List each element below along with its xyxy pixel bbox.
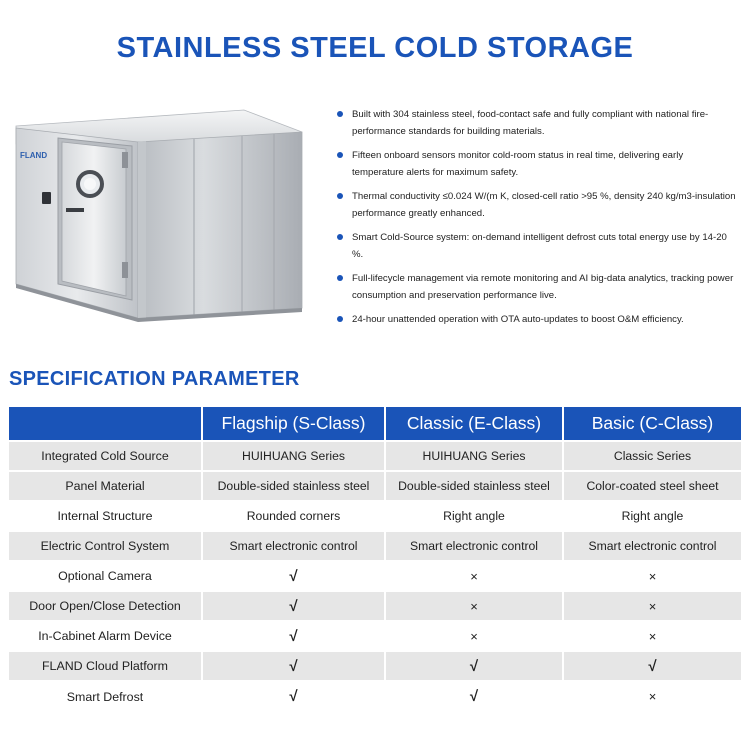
row-label: Optional Camera <box>9 561 202 591</box>
cross-icon: × <box>563 681 741 711</box>
check-icon: √ <box>202 561 385 591</box>
table-row <box>9 561 741 591</box>
bullet-icon <box>337 152 343 158</box>
cell-classic: Double-sided stainless steel <box>385 471 563 501</box>
check-icon: √ <box>202 621 385 651</box>
cell-classic: HUIHUANG Series <box>385 441 563 471</box>
feature-item: Fifteen onboard sensors monitor cold-room status in real time, delivering early temperature alerts for maximum safety. <box>336 147 736 181</box>
table-row <box>9 531 741 561</box>
feature-item: Full-lifecycle management via remote monitoring and AI big-data analytics, tracking power consumption and preservation performance live. <box>336 270 736 304</box>
bullet-icon <box>337 275 343 281</box>
table-row <box>9 621 741 651</box>
bullet-icon <box>337 111 343 117</box>
check-icon: √ <box>202 591 385 621</box>
header-blank <box>9 407 202 441</box>
row-label: Internal Structure <box>9 501 202 531</box>
cross-icon: × <box>563 621 741 651</box>
table-row <box>9 441 741 471</box>
header-classic: Classic (E-Class) <box>385 407 563 441</box>
cross-icon: × <box>563 561 741 591</box>
cold-storage-image <box>14 104 326 330</box>
check-icon: √ <box>202 681 385 711</box>
cell-basic: Classic Series <box>563 441 741 471</box>
check-icon: √ <box>385 681 563 711</box>
feature-item: Smart Cold-Source system: on-demand intelligent defrost cuts total energy use by 14-20 %. <box>336 229 736 263</box>
cell-basic: Right angle <box>563 501 741 531</box>
cell-flagship: Rounded corners <box>202 501 385 531</box>
cross-icon: × <box>563 591 741 621</box>
bullet-icon <box>337 193 343 199</box>
check-icon: √ <box>563 651 741 681</box>
page-title: STAINLESS STEEL COLD STORAGE <box>116 32 634 64</box>
row-label: Electric Control System <box>9 531 202 561</box>
bullet-icon <box>337 234 343 240</box>
feature-list <box>336 106 736 335</box>
cell-flagship: Double-sided stainless steel <box>202 471 385 501</box>
header-basic: Basic (C-Class) <box>563 407 741 441</box>
check-icon: √ <box>202 651 385 681</box>
spec-table <box>9 407 741 711</box>
cell-basic: Color-coated steel sheet <box>563 471 741 501</box>
cell-classic: Right angle <box>385 501 563 531</box>
table-row <box>9 591 741 621</box>
cross-icon: × <box>385 621 563 651</box>
cross-icon: × <box>385 561 563 591</box>
cell-flagship: Smart electronic control <box>202 531 385 561</box>
table-header-row <box>9 407 741 441</box>
row-label: Smart Defrost <box>9 681 202 711</box>
row-label: Integrated Cold Source <box>9 441 202 471</box>
cell-basic: Smart electronic control <box>563 531 741 561</box>
row-label: Door Open/Close Detection <box>9 591 202 621</box>
row-label: Panel Material <box>9 471 202 501</box>
table-row <box>9 681 741 711</box>
header-flagship: Flagship (S-Class) <box>202 407 385 441</box>
check-icon: √ <box>385 651 563 681</box>
table-row <box>9 471 741 501</box>
feature-item: Thermal conductivity ≤0.024 W/(m K, closed-cell ratio >95 %, density 240 kg/m3-insulation performance greatly enhanced. <box>336 188 736 222</box>
brand-logo: FLAND <box>20 151 48 160</box>
cell-classic: Smart electronic control <box>385 531 563 561</box>
spec-section-title: SPECIFICATION PARAMETER <box>9 368 300 390</box>
feature-item: Built with 304 stainless steel, food-contact safe and fully compliant with national fire-performance standards for building materials. <box>336 106 736 140</box>
table-row <box>9 501 741 531</box>
row-label: In-Cabinet Alarm Device <box>9 621 202 651</box>
row-label: FLAND Cloud Platform <box>9 651 202 681</box>
table-row <box>9 651 741 681</box>
feature-item: 24-hour unattended operation with OTA auto-updates to boost O&M efficiency. <box>336 311 736 328</box>
bullet-icon <box>337 316 343 322</box>
cross-icon: × <box>385 591 563 621</box>
cell-flagship: HUIHUANG Series <box>202 441 385 471</box>
